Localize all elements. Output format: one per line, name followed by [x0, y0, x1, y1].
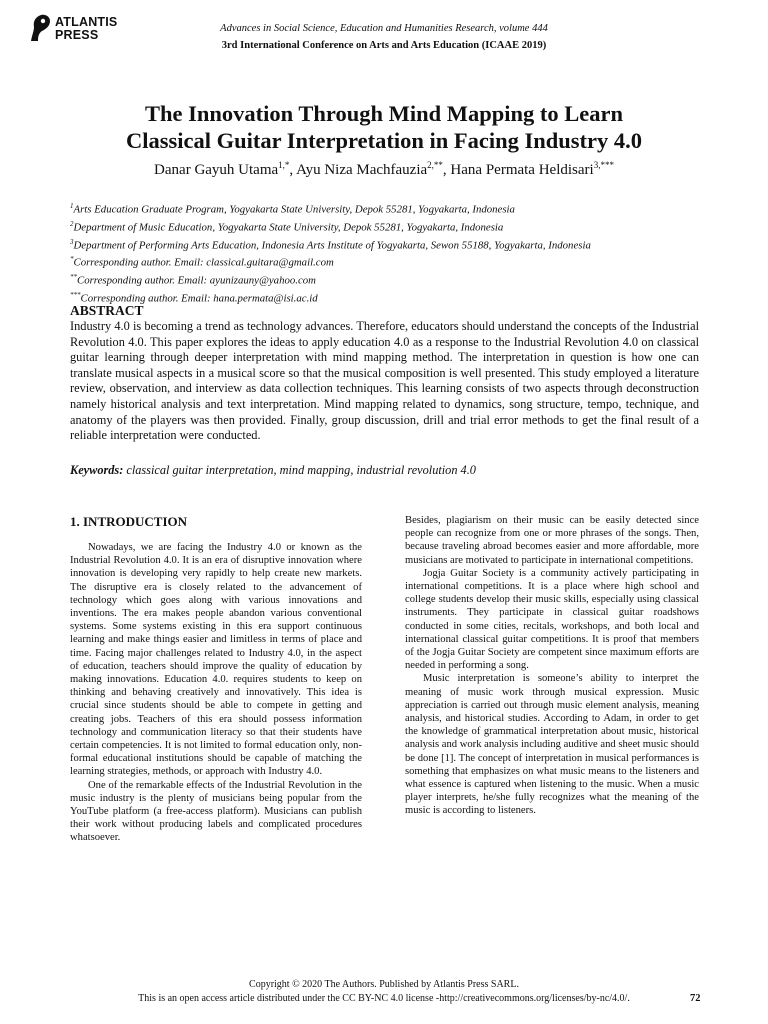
abstract-body: Industry 4.0 is becoming a trend as technology advances. Therefore, educators should understand the concepts of the Industrial Revolution 4.0. This paper explores the ideas to apply education 4.0 as a response to the Industrial Revolution 4.0 on classical guitar learning through deeper interpretation with mind mapping method. The interpretation in question is how one can translate musical aspects in a musical score so that the musical composition is well presented. This study employed a literature review, observation, and interview as data collection techniques. This learning consists of two aspects through deconstruction namely historical analysis and text interpretation. Mind mapping related to dynamics, song structure, tempo, technique, and anatomy of the players was then provided. Finally, group discussion, drill and trial error methods to get the final result of a reliable interpretation were conducted.	[70, 319, 699, 443]
affiliation-line: $^1$Arts Education Graduate Program, Yogyakarta State University, Depok 55281, Yogyakarta, Indonesia	[70, 202, 515, 216]
author-name: Danar Gayuh Utama	[154, 162, 279, 178]
paragraph: Besides, plagiarism on their music can be easily detected since people can recognize from one or more phrases of the songs. Then, because traveling abroad becomes easier and more affordable, more musicians are motivated to participate in international competitions.	[405, 515, 699, 566]
keywords-label: Keywords:	[70, 463, 124, 477]
section-heading-introduction: 1. INTRODUCTION	[70, 514, 188, 529]
author-name: Hana Permata Heldisari	[450, 162, 594, 178]
paper-title-line-1: The Innovation Through Mind Mapping to Learn	[144, 101, 624, 126]
author-name: Ayu Niza Machfauzia	[296, 162, 428, 178]
copyright-notice: Copyright © 2020 The Authors. Published by Atlantis Press SARL.	[249, 979, 519, 990]
corresponding-author-line: *Corresponding author. Email: classical.guitara@gmail.com	[70, 255, 334, 269]
series-title: Advances in Social Science, Education and Humanities Research, volume 444	[220, 23, 548, 34]
right-column	[405, 514, 699, 818]
author-superscript: 2,**	[427, 160, 443, 170]
left-column	[70, 541, 362, 845]
affiliation-line: $^3$Department of Performing Arts Education, Indonesia Arts Institute of Yogyakarta, Sewon 55188, Yogyakarta, Indonesia	[70, 237, 591, 252]
paper-title-line-2: Classical Guitar Interpretation in Facing Industry 4.0	[125, 128, 643, 153]
keywords-text: classical guitar interpretation, mind mapping, industrial revolution 4.0	[123, 463, 476, 477]
affiliation-line: $^2$Department of Music Education, Yogyakarta State University, Depok 55281, Yogyakarta, Indonesia	[70, 219, 504, 234]
paper-title	[40, 100, 728, 154]
author-list: Danar Gayuh Utama$^{1,*}$, Ayu Niza Machfauzia$^{2,**}$, Hana Permata Heldisari$^{3,***}$	[154, 160, 614, 178]
affiliations	[70, 199, 730, 306]
author-superscript: 3,***	[593, 160, 614, 170]
abstract-heading: ABSTRACT	[70, 303, 144, 318]
logo-wordmark: ATLANTIS PRESS	[55, 15, 118, 42]
atlantis-logo-icon	[30, 14, 52, 42]
paragraph: Nowadays, we are facing the Industry 4.0 or known as the Industrial Revolution 4.0. It is an era of disruptive innovation where innovation is developing very rapidly to help create new markets. The disruptive era is closely related to the advancement of technology which goes along with various innovations and inventions. The era makes people abandon various conventional systems. Some systems existing in this era support continuous learning and make things easier and limitless in terms of place and time. Facing major challenges related to Industry 4.0, in the aspect of education, teachers should improve the quality of education by making innovations. Education 4.0. requires students to keep on thinking and behaving creatively and innovatively. This idea is crucial since students should be able to compete in getting and creating jobs. Teachers of this era should possess information technology and communication literacy so that their students have certain competencies. It is not limited to formal education only, non-formal educational institutions should be capable of matching the learning strategies, methods, or approach with Industry 4.0.	[70, 542, 362, 778]
conference-title: 3rd International Conference on Arts and Arts Education (ICAAE 2019)	[221, 40, 547, 51]
corresponding-author-line: ***Corresponding author. Email: hana.permata@isi.ac.id	[70, 290, 318, 305]
paragraph: Music interpretation is someone’s ability to interpret the meaning of music work through musical expression. Music appreciation is carried out through music element analysis, meaning analysis, and historical studies. According to Adam, in order to get the knowledge of grammatical interpretation about music, historical analysis and work analysis including auditive and sheet music should be done [1]. The concept of interpretation in musical performances is something that emphasizes on what music means to the listeners and what essence is captured when listening to the music. When a music player interprets, he/she fully recognizes what the meaning of the music is according to listeners.	[405, 673, 699, 817]
keywords	[70, 463, 476, 478]
author-superscript: 1,*	[278, 160, 290, 170]
page-number: 72	[690, 993, 701, 1004]
corresponding-author-line: **Corresponding author. Email: ayunizauny@yahoo.com	[70, 273, 316, 287]
license-notice: This is an open access article distributed under the CC BY-NC 4.0 license -http://creativecommons.org/licenses/by-nc/4.0/.	[138, 993, 630, 1004]
atlantis-press-logo	[30, 14, 130, 44]
paragraph: Jogja Guitar Society is a community actively participating in international competitions. It is a place where high school and college students develop their music skills, especially using classical instruments. They participate in classical guitar roadshows conducted in some cities, recitals, workshops, and both local and international classical guitar competitions. It is proof that members of the Jogja Guitar Society are competent since maximum efforts are needed in performing a song.	[405, 567, 699, 672]
paragraph: One of the remarkable effects of the Industrial Revolution in the music industry is the plenty of musicians being popular from the YouTube platform (a free-access platform). Musicians can publish their work without producing labels and complicated procedures whatsoever.	[70, 779, 362, 844]
